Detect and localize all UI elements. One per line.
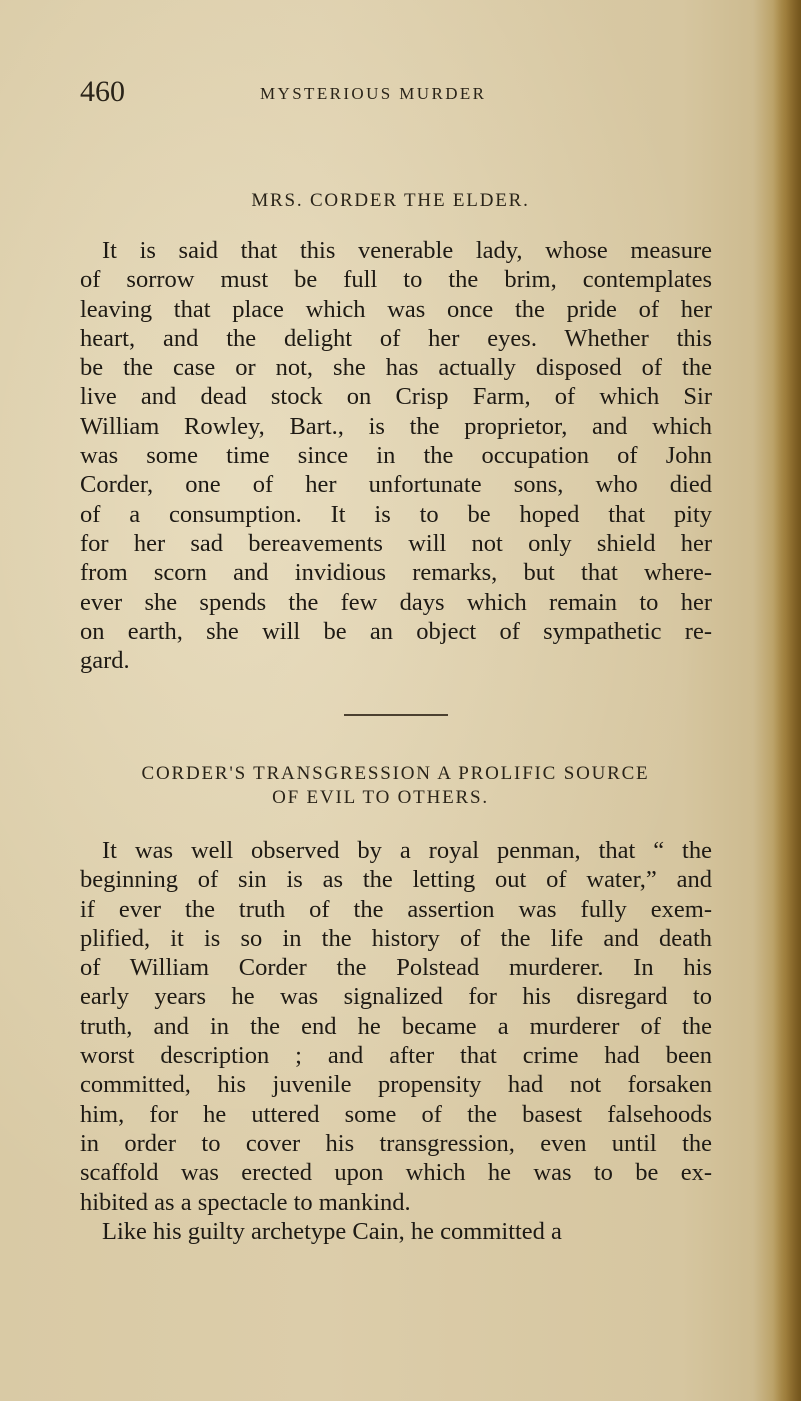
text-line: William Rowley, Bart., is the proprietor, and which [80, 412, 712, 440]
page-number: 460 [80, 75, 125, 108]
page-header [80, 72, 720, 112]
text-line: gard. [80, 647, 130, 675]
text-line: hibited as a spectacle to mankind. [80, 1188, 411, 1216]
text-line: Corder, one of her unfortunate sons, who died [80, 471, 712, 499]
text-line: from scorn and invidious remarks, but that where- [80, 559, 712, 587]
text-line: Like his guilty archetype Cain, he committed a [102, 1217, 562, 1245]
text-line: It was well observed by a royal penman, that “ the [102, 837, 712, 864]
text-line: him, for he uttered some of the basest falsehoods [80, 1100, 712, 1128]
text-line: truth, and in the end he became a murderer of the [80, 1012, 712, 1040]
text-line: leaving that place which was once the pride of her [80, 295, 712, 323]
text-line: was some time since in the occupation of John [80, 442, 712, 470]
text-line: live and dead stock on Crisp Farm, of which Sir [80, 383, 712, 411]
text-line: ever she spends the few days which remain to her [80, 588, 712, 616]
running-head: MYSTERIOUS MURDER [260, 84, 487, 103]
section-title-mrs-corder: MRS. CORDER THE ELDER. [251, 190, 530, 211]
text-line: in order to cover his transgression, even until the [80, 1129, 712, 1157]
text-line: worst description ; and after that crime had been [80, 1042, 712, 1070]
text-line: for her sad bereavements will not only shield her [80, 529, 712, 557]
section-title-transgression-line2: OF EVIL TO OTHERS. [272, 787, 489, 808]
text-line: scaffold was erected upon which he was to be ex- [80, 1159, 712, 1187]
text-line: of a consumption. It is to be hoped that pity [80, 500, 712, 528]
text-line: be the case or not, she has actually disposed of the [80, 354, 712, 382]
section-divider [344, 714, 448, 716]
text-line: beginning of sin is as the letting out of water,” and [80, 866, 712, 894]
text-line: if ever the truth of the assertion was fully exem- [80, 895, 712, 923]
paragraph-mrs-corder [80, 236, 712, 675]
text-line: heart, and the delight of her eyes. Whether this [80, 324, 712, 352]
paragraph-transgression [80, 836, 712, 1246]
text-line: of William Corder the Polstead murderer. In his [80, 954, 712, 982]
text-line: early years he was signalized for his disregard to [80, 983, 712, 1011]
section-title-transgression: CORDER'S TRANSGRESSION A PROLIFIC SOURCE [141, 763, 650, 784]
text-line: plified, it is so in the history of the life and death [80, 924, 712, 952]
text-line: on earth, she will be an object of sympathetic re- [80, 617, 712, 645]
text-line: It is said that this venerable lady, whose measure [102, 237, 712, 264]
text-line: committed, his juvenile propensity had not forsaken [80, 1071, 712, 1099]
text-line: of sorrow must be full to the brim, contemplates [80, 266, 712, 294]
